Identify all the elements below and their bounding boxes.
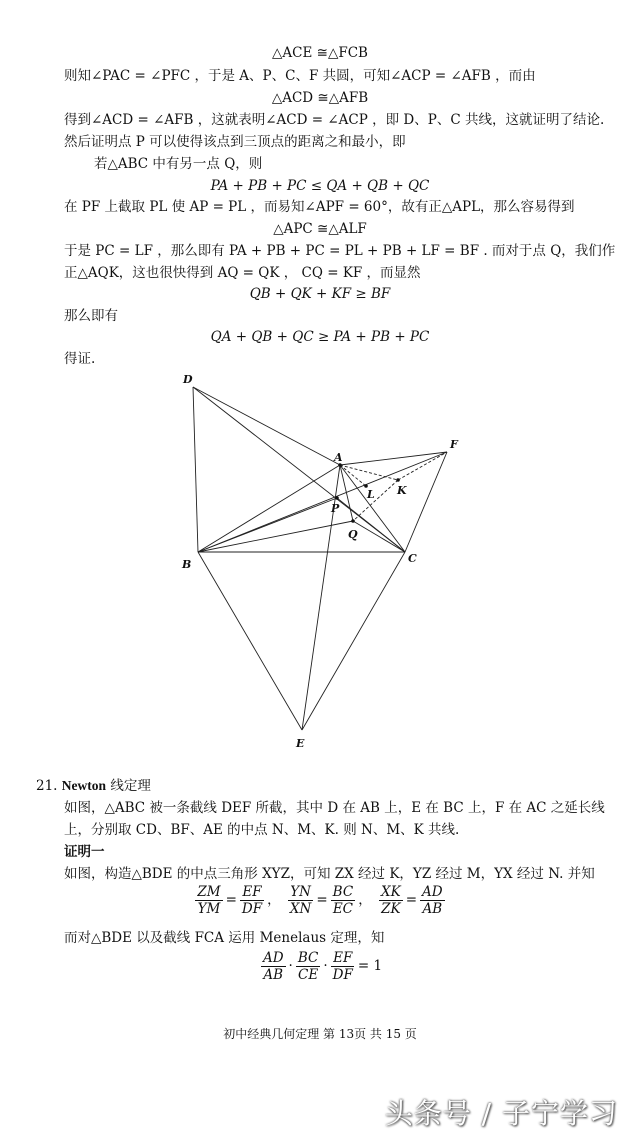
segment-DA [193, 387, 340, 465]
menelaus-equation: $\frac{AD}{AB}$ · $\frac{BC}{CE}$ · $\frac{EF}{DF}$ = 1 [262, 950, 383, 983]
text-line: 于是 PC = LF ，那么即有 PA + PB + PC = PL + PB + LF = BF . 而对于点 Q，我们作 [64, 243, 616, 259]
segment-BE [198, 552, 302, 730]
fraction: $\frac{BC}{EC}$ [332, 884, 354, 917]
fraction: $\frac{BC}{CE}$ [297, 950, 319, 983]
congruence-line-ace-fcb: △ACE ≅△FCB [272, 45, 368, 61]
segment-BF [198, 452, 447, 552]
text-line: 上，分别取 CD、BF、AE 的中点 N、M、K. 则 N、M、K 共线. [64, 822, 460, 838]
text-line: 得到∠ACD = ∠AFB ，这就表明∠ACD = ∠ACP ，即 D、P、C 共线，这就证明了结论. [64, 112, 605, 128]
label-C: C [408, 552, 417, 565]
text-line: 那么即有 [64, 308, 118, 324]
text-line: 得证. [64, 351, 96, 367]
segment-QC [353, 521, 405, 552]
label-B: B [182, 558, 192, 571]
label-Q: Q [348, 528, 358, 541]
inequality-line: QA + QB + QC ≥ PA + PB + PC [210, 329, 430, 345]
label-A: A [334, 451, 343, 464]
segment-KF [398, 452, 447, 480]
section-21-heading [36, 777, 151, 795]
text-line: 正△AQK，这也很快得到 AQ = QK ， CQ = KF ，而显然 [64, 265, 421, 281]
congruence-line-apc-alf: △APC ≅△ALF [273, 221, 367, 237]
ratio-equations: $\frac{ZM}{YM}$ = $\frac{EF}{DF}$ ， $\frac{YN}{XN}$ = $\frac{BC}{EC}$ ， $\frac{XK}{ZK}$ = $\frac{AD}{AB}$ [197, 884, 443, 917]
label-P: P [331, 502, 340, 515]
inequality-line: PA + PB + PC ≤ QA + QB + QC [210, 178, 430, 194]
fraction: $\frac{EF}{DF}$ [332, 950, 353, 983]
text-line: 然后证明点 P 可以使得该点到三顶点的距离之和最小，即 [64, 134, 406, 150]
segment-PB [198, 498, 337, 552]
section-number: 21. [36, 778, 58, 794]
section-title-newton: Newton [61, 778, 107, 793]
fraction: $\frac{ZM}{YM}$ [197, 884, 221, 917]
text-line: 在 PF 上截取 PL 使 AP = PL ，而易知∠APF = 60°，故有正△APL，那么容易得到 [64, 199, 575, 215]
watermark: 头条号 / 子宁学习 [384, 1097, 618, 1130]
text-line: 如图，△ABC 被一条截线 DEF 所截，其中 D 在 AB 上，E 在 BC 上，F 在 AC 之延长线 [64, 800, 605, 816]
proof-title: 证明一 [64, 844, 105, 860]
label-F: F [450, 438, 458, 451]
segment-AB [198, 465, 340, 552]
text-line: 则知∠PAC = ∠PFC ，于是 A、P、C、F 共圆，可知∠ACP = ∠AFB ，而由 [64, 68, 536, 84]
fraction: $\frac{AD}{AB}$ [422, 884, 443, 917]
text-line: 如图，构造△BDE 的中点三角形 XYZ，可知 ZX 经过 K，YZ 经过 M，YX 经过 N. 并知 [64, 866, 595, 882]
page-footer: 初中经典几何定理 第 13页 共 15 页 [223, 1027, 417, 1041]
segment-QK [353, 480, 398, 521]
fraction: $\frac{XK}{ZK}$ [380, 884, 401, 917]
fraction: $\frac{EF}{DF}$ [241, 884, 263, 917]
segment-FC [405, 452, 447, 552]
label-K: K [397, 484, 407, 497]
congruence-line-acd-afb: △ACD ≅△AFB [271, 90, 369, 106]
text-line: 若△ABC 中有另一点 Q，则 [94, 156, 263, 172]
inequality-line: QB + QK + KF ≥ BF [249, 286, 391, 302]
section-title-rest: 线定理 [106, 778, 151, 794]
segment-DB [193, 387, 198, 552]
text-line: 而对△BDE 以及截线 FCA 运用 Menelaus 定理，知 [64, 930, 385, 946]
label-L: L [367, 488, 375, 501]
fraction: $\frac{YN}{XN}$ [289, 884, 312, 917]
label-E: E [296, 737, 305, 750]
label-D: D [183, 373, 193, 386]
segment-CE [302, 552, 405, 730]
fraction: $\frac{AD}{AB}$ [262, 950, 284, 983]
